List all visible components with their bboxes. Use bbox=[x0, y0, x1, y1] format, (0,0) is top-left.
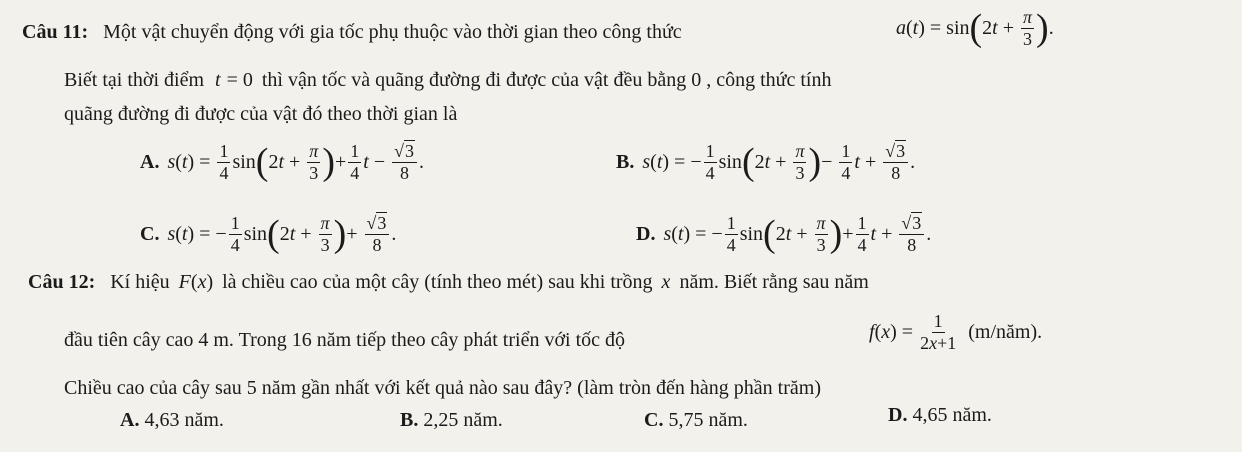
q11-option-c-label: C. bbox=[140, 223, 160, 245]
q12-answer-c-text: 5,75 năm. bbox=[668, 409, 748, 431]
q12-text-2a: đầu tiên cây cao 4 m. Trong 16 năm tiếp theo cây phát triển với tốc độ bbox=[64, 329, 626, 351]
q12-text-1e: năm. Biết rằng sau năm bbox=[679, 271, 869, 293]
q12-answer-b[interactable] bbox=[400, 409, 503, 432]
q11-text-1: Một vật chuyển động với gia tốc phụ thuộc vào thời gian theo công thức bbox=[103, 21, 682, 43]
q12-answer-c-label: C. bbox=[644, 409, 664, 431]
q11-label: Câu 11: bbox=[22, 21, 89, 43]
q11-line3: quãng đường đi được của vật đó theo thời gian là bbox=[64, 103, 458, 125]
q11-option-b[interactable]: B. s ( t ) = − $\frac{1}{4}$ sin ( 2 t + $\frac{\pi}{3}$ ) − $\frac{1}{4}$ t + $\frac{√3}{8}$ . bbox=[616, 140, 916, 183]
q12-answer-b-label: B. bbox=[400, 409, 419, 431]
q11-option-a-label: A. bbox=[140, 151, 160, 173]
q11-option-c[interactable]: C. s ( t ) = − $\frac{1}{4}$ sin ( 2 t + $\frac{\pi}{3}$ ) + $\frac{√3}{8}$ . bbox=[140, 212, 397, 255]
q12-text-1c: là chiều cao của một cây (tính theo mét) sau khi trồng bbox=[222, 271, 653, 293]
q12-line3: Chiều cao của cây sau 5 năm gần nhất với kết quả nào sau đây? (làm tròn đến hàng phần trăm) bbox=[64, 377, 821, 399]
q11-line2: Biết tại thời điểm t = 0 thì vận tốc và quãng đường đi được của vật đều bằng 0 , công thức tính bbox=[64, 69, 832, 91]
q12-answer-a-label: A. bbox=[120, 409, 140, 431]
q12-answer-a-text: 4,63 năm. bbox=[144, 409, 224, 431]
q11-accel-formula: a ( t ) = sin ( 2 t + $\frac{\pi}{3}$ ) . bbox=[896, 7, 1054, 50]
q12-answer-d-label: D. bbox=[888, 404, 908, 426]
q11-line1 bbox=[22, 22, 682, 42]
q12-line1: Câu 12: Kí hiệu F(x) là chiều cao của một cây (tính theo mét) sau khi trồng x năm. Biết rằng sau năm bbox=[28, 271, 869, 293]
q12-text-2b: (m/năm). bbox=[968, 321, 1043, 344]
q12-text-1a: Kí hiệu bbox=[110, 271, 170, 293]
q12-label: Câu 12: bbox=[28, 271, 96, 293]
q12-answer-c[interactable] bbox=[644, 409, 748, 432]
q11-option-d-label: D. bbox=[636, 223, 656, 245]
q11-option-a[interactable]: A. s ( t ) = $\frac{1}{4}$ sin ( 2 t + $\frac{\pi}{3}$ ) + $\frac{1}{4}$ t − $\frac{√3}{8}$ . bbox=[140, 140, 424, 183]
q12-answer-b-text: 2,25 năm. bbox=[423, 409, 503, 431]
q12-line2 bbox=[64, 330, 625, 350]
q12-rate-formula: f ( x ) = $\frac{1}{2x+1}$ (m/năm). bbox=[869, 311, 1043, 353]
q12-answer-d-text: 4,65 năm. bbox=[912, 404, 992, 426]
q12-answer-a[interactable] bbox=[120, 409, 224, 432]
q12-answer-d[interactable] bbox=[888, 404, 992, 427]
q11-text-2c: thì vận tốc và quãng đường đi được của vật đều bằng 0 , công thức tính bbox=[261, 69, 832, 91]
q11-text-2a: Biết tại thời điểm bbox=[64, 69, 204, 91]
q11-option-b-label: B. bbox=[616, 151, 635, 173]
q11-option-d[interactable]: D. s ( t ) = − $\frac{1}{4}$ sin ( 2 t + $\frac{\pi}{3}$ ) + $\frac{1}{4}$ t + $\frac{√3}{8}$ . bbox=[636, 212, 932, 255]
